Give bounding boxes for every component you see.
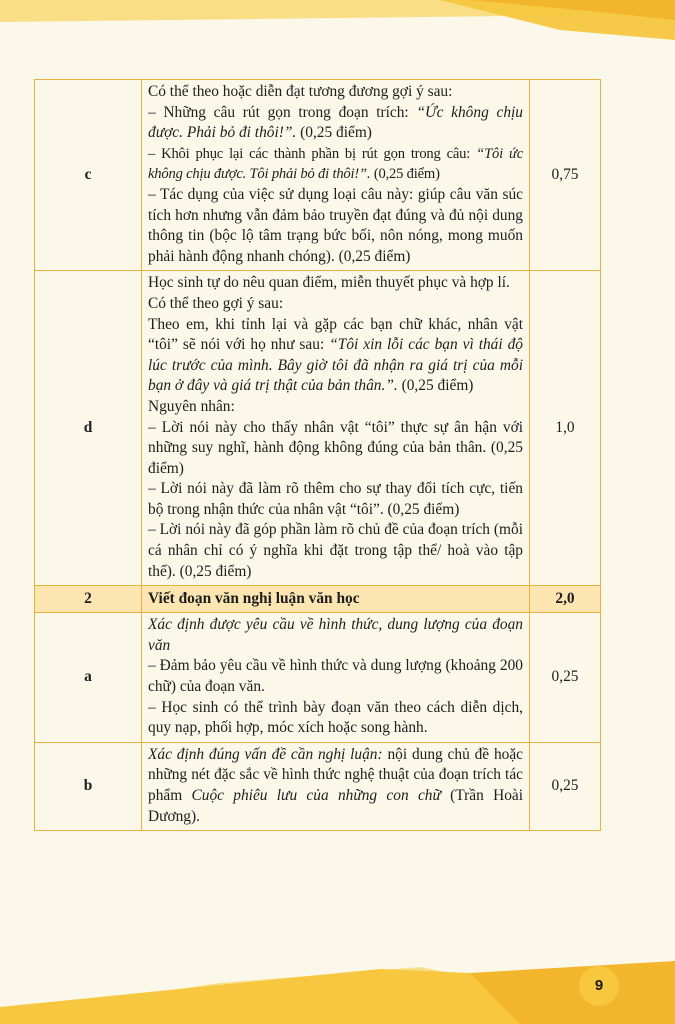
paragraph: Xác định được yêu cầu về hình thức, dung lượng của đoạn văn	[148, 616, 523, 654]
row-content	[142, 613, 530, 743]
row-label: d	[35, 271, 142, 586]
bottom-decoration	[0, 955, 675, 1024]
row-content	[142, 742, 530, 830]
table-row	[35, 613, 601, 743]
paragraph: – Học sinh có thể trình bày đoạn văn theo cách diễn dịch, quy nạp, phối hợp, móc xích hoặc song hành.	[148, 698, 523, 737]
table-row	[35, 742, 601, 830]
section-score: 2,0	[530, 586, 601, 613]
paragraph: Học sinh tự do nêu quan điểm, miễn thuyết phục và hợp lí.	[148, 274, 510, 292]
row-content	[142, 271, 530, 586]
paragraph: – Khôi phục lại các thành phần bị rút gọn trong câu: “Tôi ức không chịu được. Tôi phải bỏ đi thôi!”. (0,25 điểm)	[148, 145, 523, 183]
section-title: Viết đoạn văn nghị luận văn học	[142, 586, 530, 613]
page-number: 9	[579, 966, 619, 1006]
paragraph: Nguyên nhân:	[148, 397, 235, 415]
row-label: b	[35, 742, 142, 830]
paragraph: Có thể theo gợi ý sau:	[148, 294, 284, 312]
paragraph: Xác định đúng vấn đề cần nghị luận: nội dung chủ đề hoặc những nét đặc sắc về hình thức nghệ thuật của đoạn trích tác phẩm Cuộc phiêu lưu của những con chữ (Trần Hoài Dương).	[148, 745, 524, 825]
answer-key-table	[34, 79, 601, 831]
table-row	[35, 80, 601, 271]
paragraph: – Đảm bảo yêu cầu về hình thức và dung lượng (khoảng 200 chữ) của đoạn văn.	[148, 657, 523, 696]
paragraph: – Lời nói này đã góp phần làm rõ chủ đề của đoạn trích (mỗi cá nhân chỉ có ý nghĩa khi đặt trong tập thể/ hoà vào tập thể). (0,25 điểm)	[148, 521, 523, 580]
paragraph: – Những câu rút gọn trong đoạn trích: “Ức không chịu được. Phải bỏ đi thôi!”. (0,25 điểm)	[148, 103, 523, 142]
section-number: 2	[35, 586, 142, 613]
row-content	[142, 80, 530, 271]
row-score: 0,25	[530, 613, 601, 743]
paragraph: – Tác dụng của việc sử dụng loại câu này: giúp câu văn súc tích hơn nhưng vẫn đảm bảo truyền đạt đúng và đủ nội dung thông tin (bộc lộ tâm trạng bức bối, nôn nóng, mong muốn phải hành động nhanh chóng). (0,25 điểm)	[148, 185, 523, 265]
paragraph: Có thể theo hoặc diễn đạt tương đương gợi ý sau:	[148, 83, 453, 100]
paragraph: Theo em, khi tỉnh lại và gặp các bạn chữ khác, nhân vật “tôi” sẽ nói với họ như sau: “Tôi xin lỗi các bạn vì thái độ lúc trước của mình. Bây giờ tôi đã nhận ra giá trị của mỗi bạn ở đây và giá trị thật của bản thân.”. (0,25 điểm)	[148, 315, 523, 395]
row-label: a	[35, 613, 142, 743]
top-decoration	[0, 0, 675, 60]
row-score: 0,25	[530, 742, 601, 830]
row-score: 1,0	[530, 271, 601, 586]
row-label: c	[35, 80, 142, 271]
table-row	[35, 271, 601, 586]
paragraph: – Lời nói này đã làm rõ thêm cho sự thay đổi tích cực, tiến bộ trong nhận thức của nhân vật “tôi”. (0,25 điểm)	[148, 480, 523, 518]
section-row	[35, 586, 601, 613]
row-score: 0,75	[530, 80, 601, 271]
paragraph: – Lời nói này cho thấy nhân vật “tôi” thực sự ân hận với những suy nghĩ, hành động không đúng của bản thân. (0,25 điểm)	[148, 418, 523, 477]
